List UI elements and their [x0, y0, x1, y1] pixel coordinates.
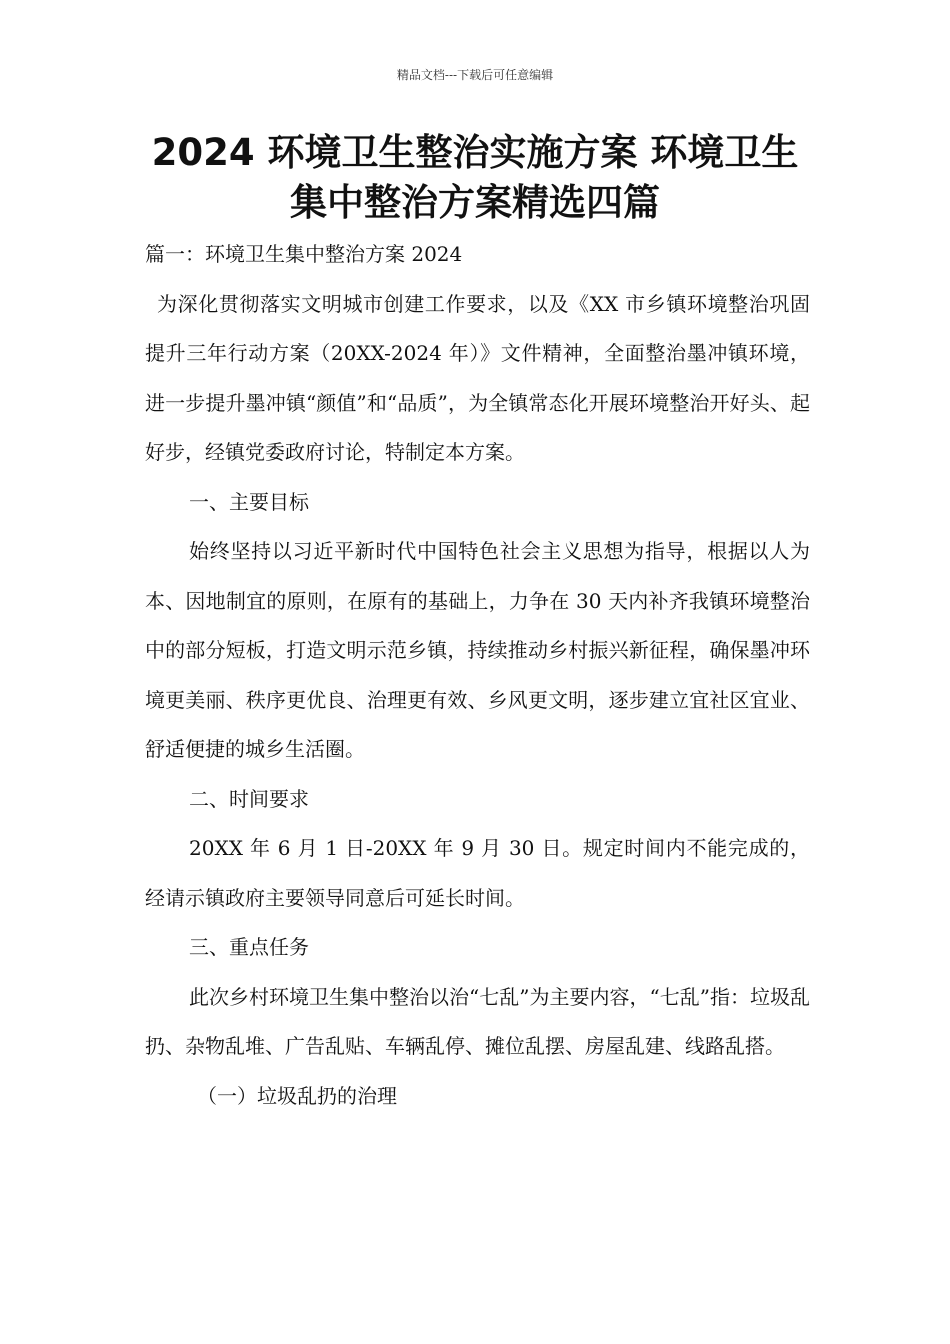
document-title	[100, 128, 850, 228]
time-paragraph: 20XX 年 6 月 1 日-20XX 年 9 月 30 日。规定时间内不能完成的，经请示镇政府主要领导同意后可延长时间。	[145, 836, 810, 910]
title-line-2: 集中整治方案精选四篇	[290, 181, 660, 224]
section-label: 篇一：环境卫生集中整治方案 2024	[145, 242, 463, 266]
heading-time-requirement: 二、时间要求	[189, 786, 309, 811]
intro-paragraph: 为深化贯彻落实文明城市创建工作要求，以及《XX 市乡镇环境整治巩固提升三年行动方案（20XX-2024 年）》文件精神，全面整治墨冲镇环境，进一步提升墨冲镇“颜值”和“品质”，为全镇常态化开展环境整治开好头、起好步，经镇党委政府讨论，特制定本方案。	[145, 291, 810, 464]
task-paragraph: 此次乡村环境卫生集中整治以治“七乱”为主要内容，“七乱”指：垃圾乱扔、杂物乱堆、广告乱贴、车辆乱停、摊位乱摆、房屋乱建、线路乱搭。	[145, 984, 810, 1058]
heading-main-goal: 一、主要目标	[189, 489, 309, 514]
document-body	[145, 230, 810, 1121]
goal-paragraph: 始终坚持以习近平新时代中国特色社会主义思想为指导，根据以人为本、因地制宜的原则，在原有的基础上，力争在 30 天内补齐我镇环境整治中的部分短板，打造文明示范乡镇，持续推动乡村振兴新征程，确保墨冲环境更美丽、秩序更优良、治理更有效、乡风更文明，逐步建立宜社区宜业、舒适便捷的城乡生活圈。	[145, 539, 810, 761]
subheading-garbage: （一）垃圾乱扔的治理	[197, 1083, 397, 1108]
page-header: 精品文档---下载后可任意编辑	[396, 68, 554, 82]
title-line-1: 2024 环境卫生整治实施方案 环境卫生	[151, 131, 799, 174]
heading-key-tasks: 三、重点任务	[189, 935, 309, 959]
